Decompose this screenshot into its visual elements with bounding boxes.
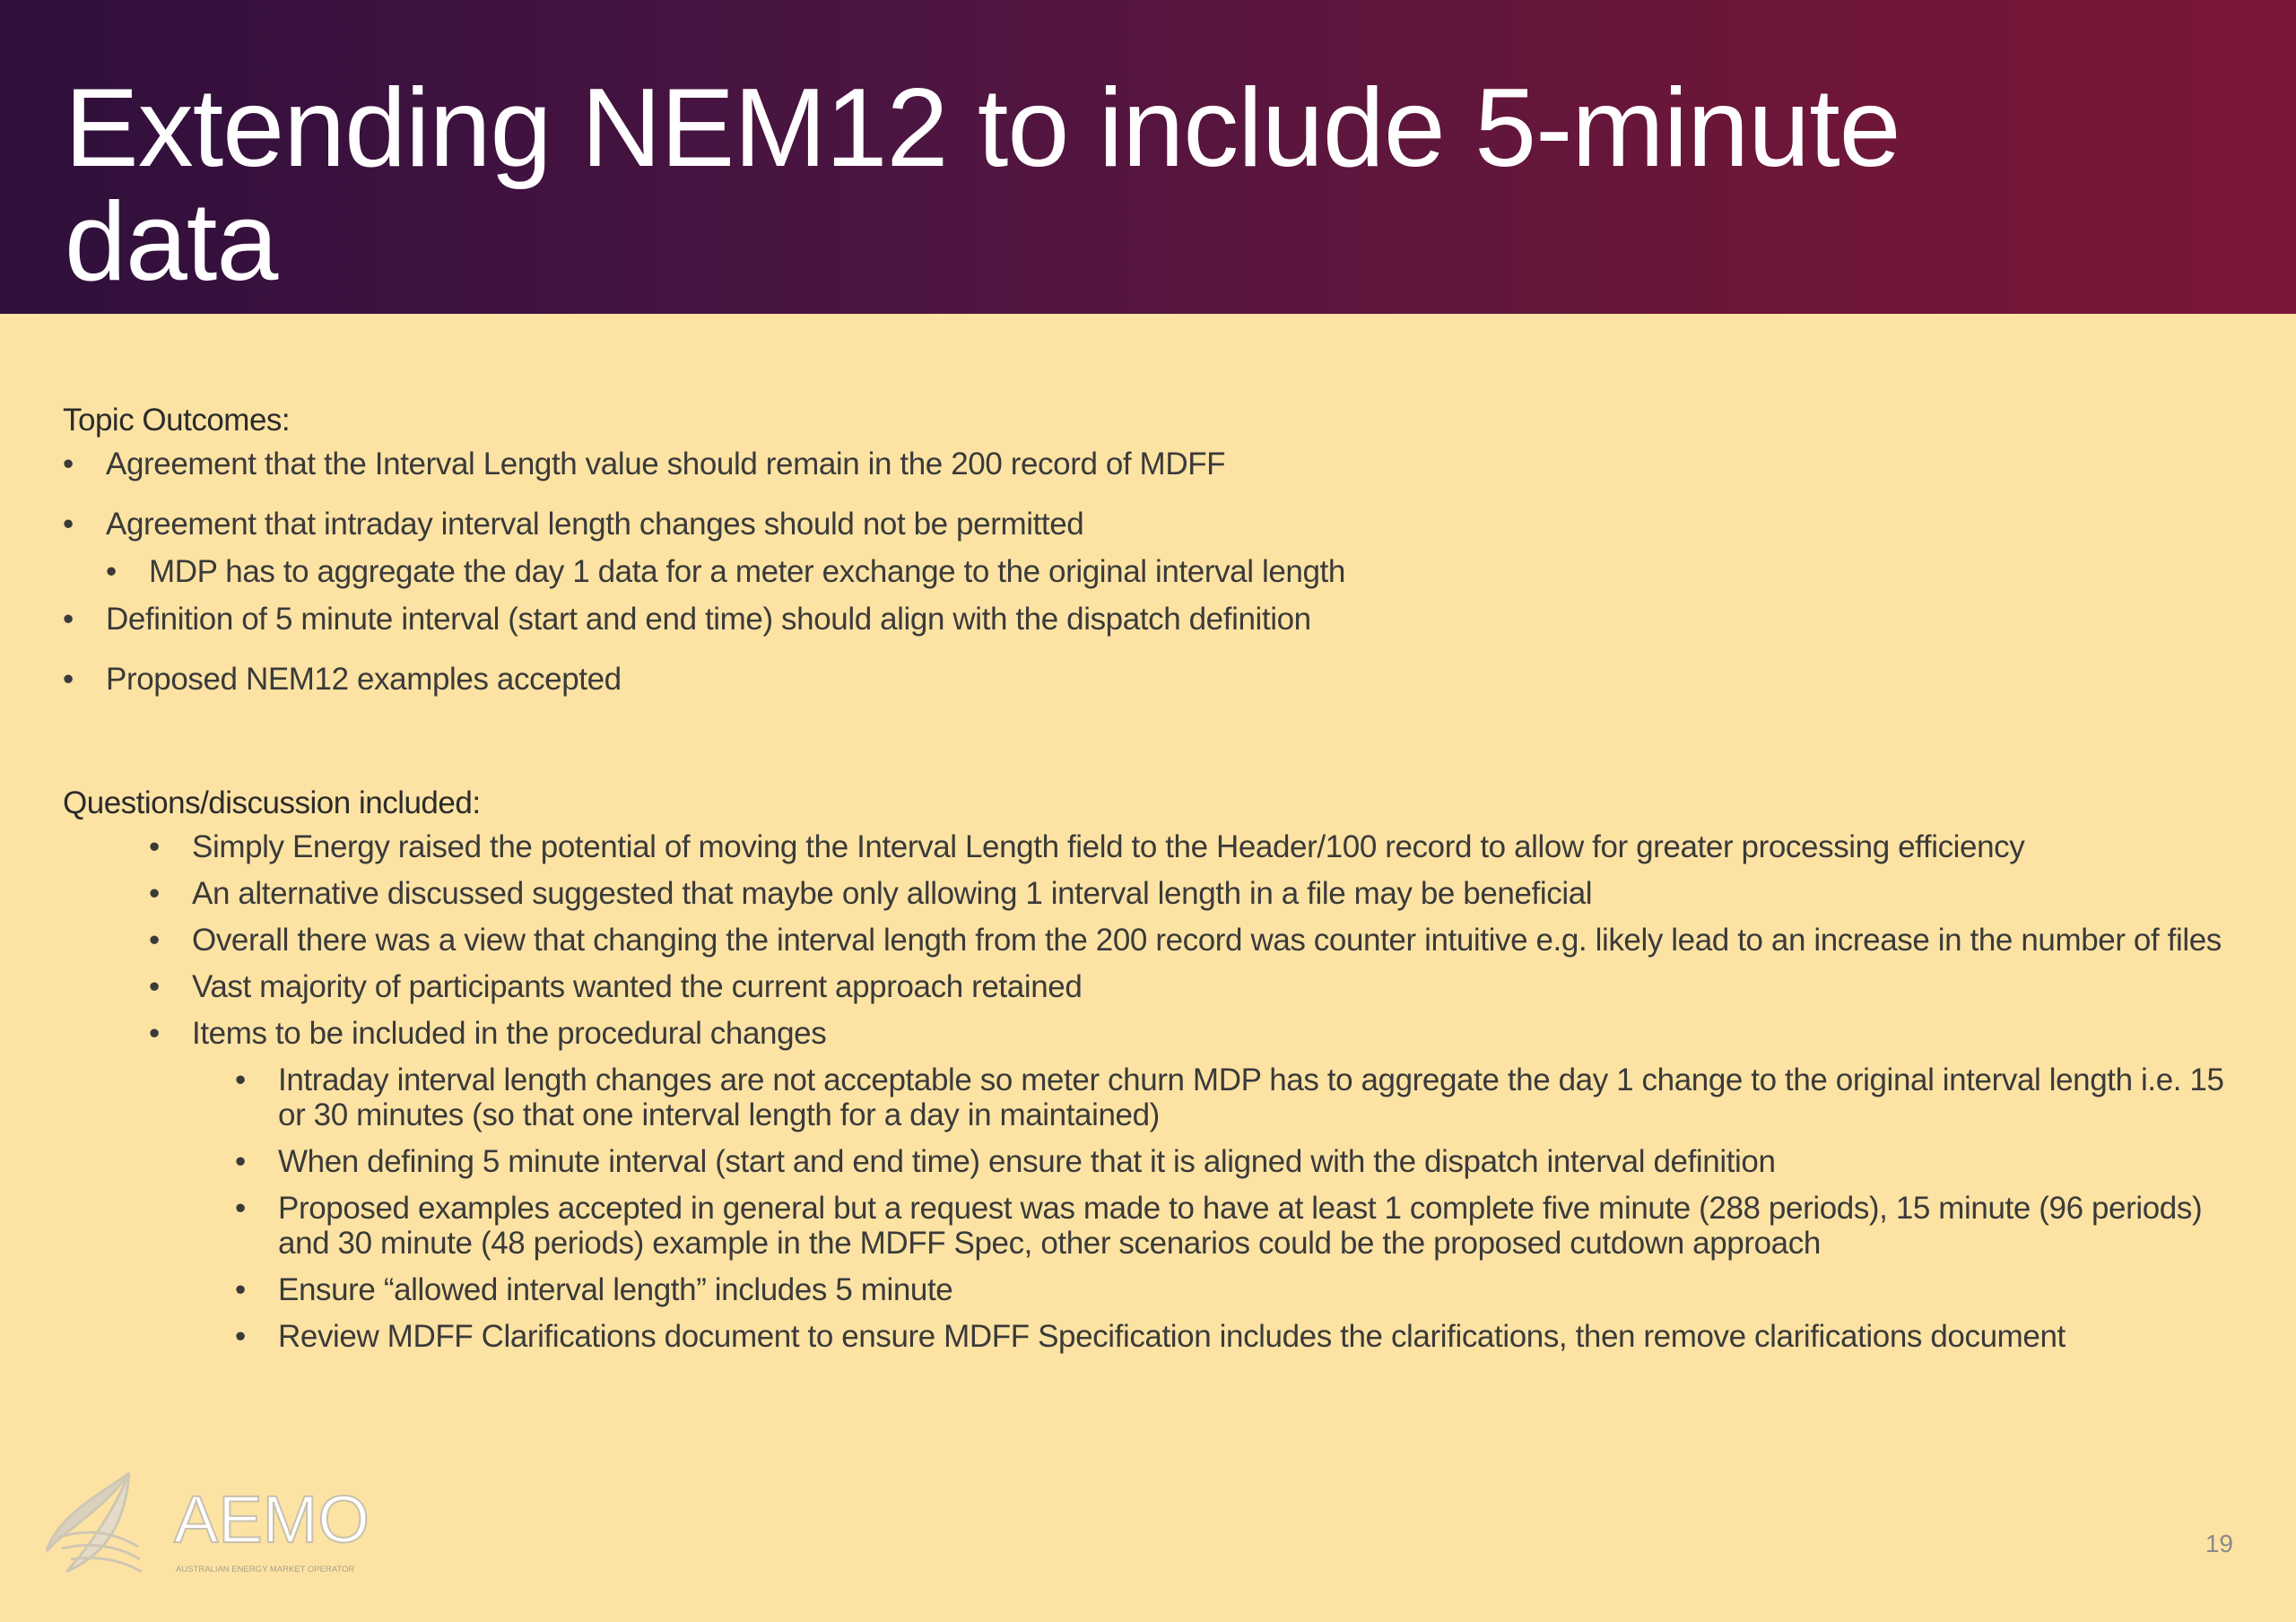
list-item: • Intraday interval length changes are not acceptable so meter churn MDP has to aggregate the day 1 change to the original interval length i.e. 15 or 30 minutes (so that one interval length for a day in maintained): [278, 1063, 2233, 1132]
slide-body: [63, 402, 2233, 1366]
list-item-text: Items to be included in the procedural changes: [192, 1016, 827, 1051]
topic-outcomes-sublist: [106, 554, 2233, 589]
slide-title: Extending NEM12 to include 5-minute data: [65, 66, 1900, 304]
list-item: • Definition of 5 minute interval (start and end time) should align with the dispatch definition: [106, 602, 2233, 637]
list-item: • Review MDFF Clarifications document to ensure MDFF Specification includes the clarifications, then remove clarifications document: [278, 1319, 2233, 1354]
topic-outcomes-heading: Topic Outcomes:: [63, 403, 291, 438]
list-item: [192, 1016, 2233, 1354]
list-item: [106, 507, 2233, 589]
aemo-logo-mark-icon: [47, 1473, 142, 1572]
aemo-logo-text: AEMO: [174, 1482, 370, 1557]
procedural-changes-list: [192, 1063, 2233, 1354]
list-item: • Vast majority of participants wanted the current approach retained: [192, 969, 2233, 1004]
list-item: • Overall there was a view that changing the interval length from the 200 record was counter intuitive e.g. likely lead to an increase in the number of files: [192, 923, 2233, 958]
list-item: • Agreement that the Interval Length value should remain in the 200 record of MDFF: [106, 447, 2233, 481]
questions-list: [63, 829, 2233, 1354]
list-item: • MDP has to aggregate the day 1 data for a meter exchange to the original interval length: [149, 554, 2233, 589]
list-item: • Ensure “allowed interval length” includes 5 minute: [278, 1272, 2233, 1307]
list-item-text: Agreement that intraday interval length changes should not be permitted: [106, 507, 1084, 542]
page-number: 19: [2205, 1530, 2233, 1557]
aemo-logo-tagline: AUSTRALIAN ENERGY MARKET OPERATOR: [176, 1565, 355, 1574]
topic-outcomes-list: [63, 447, 2233, 697]
list-item: • Simply Energy raised the potential of moving the Interval Length field to the Header/100 record to allow for greater processing efficiency: [192, 829, 2233, 864]
list-item: • When defining 5 minute interval (start and end time) ensure that it is aligned with the dispatch interval definition: [278, 1144, 2233, 1179]
list-item: • Proposed NEM12 examples accepted: [106, 662, 2233, 697]
questions-heading: Questions/discussion included:: [63, 785, 481, 820]
title-banner: [0, 0, 2296, 314]
aemo-logo: [39, 1466, 380, 1583]
list-item: • Proposed examples accepted in general but a request was made to have at least 1 complete five minute (288 periods), 15 minute (96 periods) and 30 minute (48 periods) example in the MDFF Spec, other scenarios could be the proposed cutdown approach: [278, 1191, 2233, 1261]
list-item: • An alternative discussed suggested that maybe only allowing 1 interval length in a file may be beneficial: [192, 876, 2233, 911]
